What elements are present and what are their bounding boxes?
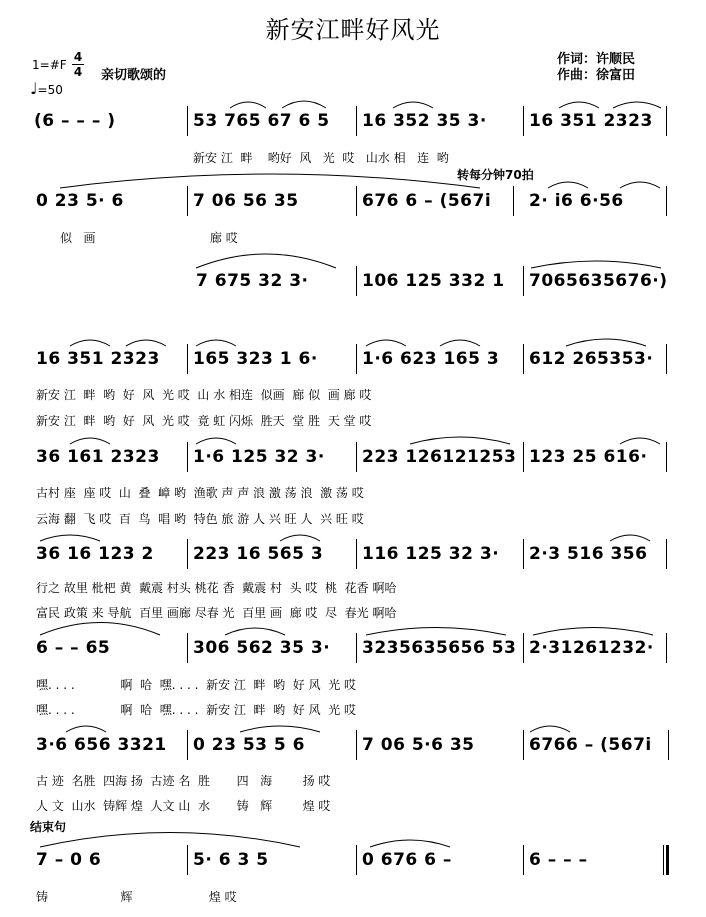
measure: 123 25 616· (529, 447, 648, 467)
meter-bottom: 4 (73, 65, 83, 79)
tempo-value: =50 (37, 83, 63, 97)
measure: 53 765 67 6 5 (193, 111, 330, 131)
measure: 1·6 125 32 3· (193, 447, 325, 467)
measure: 7 675 32 3· (196, 271, 309, 291)
slur (196, 254, 336, 268)
key-signature: 1=#F (32, 58, 67, 72)
measure: 0 23 53 5 6 (193, 735, 305, 755)
slur (410, 437, 510, 444)
slur (620, 438, 660, 444)
measure: 7 06 5·6 35 (362, 735, 475, 755)
measure: 0 676 6 – (362, 850, 452, 870)
measure: 165 323 1 6· (193, 349, 318, 369)
measure: 7065635676·) (529, 271, 668, 291)
measure: 1·6 623 165 3 (362, 349, 500, 369)
slur (60, 174, 480, 188)
slur (366, 628, 506, 636)
slur (70, 340, 110, 346)
slur (530, 726, 570, 732)
measure: 223 16 565 3 (193, 544, 324, 564)
measure: 306 562 35 3· (193, 638, 331, 658)
measure: 3·6 656 3321 (36, 735, 167, 755)
slur (531, 261, 661, 268)
slur (240, 726, 320, 732)
slur (440, 340, 480, 346)
slur (196, 340, 236, 346)
measure: (6 – – – ) (34, 111, 116, 131)
slur (196, 438, 236, 444)
slur (610, 535, 650, 541)
lyric-line: 嘿. . . . 啊 哈 嘿. . . . 新安 江 畔 哟 好 风 光 哎 (36, 703, 357, 717)
slur (566, 339, 646, 346)
measure: 676 6 – (567i (362, 191, 492, 211)
slur (613, 102, 661, 108)
slur (533, 628, 653, 636)
slur (282, 101, 326, 108)
measure: 223 126121253 (362, 447, 517, 467)
page-title: 新安江畔好风光 (265, 16, 441, 44)
measure: 7 – 0 6 (36, 850, 102, 870)
lyric-line: 富民 政策 来 导航 百里 画廊 尽春 光 百里 画 廊 哎 尽 春光 啊哈 (36, 606, 397, 620)
tempo-change: 转每分钟70拍 (457, 168, 534, 182)
measure: 106 125 332 1 (362, 271, 505, 291)
measure: 16 351 2323 (529, 111, 653, 131)
lyric-line: 古村 座 座 哎 山 叠 嶂 哟 渔歌 声 声 浪 激 荡 浪 激 荡 哎 (36, 486, 364, 500)
measure: 5· 6 3 5 (193, 850, 269, 870)
slur (70, 438, 110, 444)
measure: 6 – – 65 (36, 638, 111, 658)
measure: 612 265353· (529, 349, 654, 369)
expression-marking: 亲切歌颂的 (101, 68, 167, 83)
slur (40, 833, 300, 848)
slur (620, 182, 660, 188)
slur (66, 726, 106, 732)
quarter-note-icon: ♩ (30, 79, 38, 98)
slur (548, 182, 588, 188)
measure: 6 – – – (529, 850, 588, 870)
measure: 7 06 56 35 (193, 191, 299, 211)
measure: 2·3 516 356 (529, 544, 648, 564)
slur (559, 102, 599, 108)
composer-credit: 作曲：徐富田 (557, 68, 636, 83)
slur (393, 102, 433, 108)
lyric-line: 新安 江 畔 哟好 风 光 哎 山水 相 连 哟 (193, 151, 449, 165)
slur (225, 628, 285, 635)
coda-label: 结束句 (30, 820, 67, 834)
lyric-line: 新安 江 畔 哟 好 风 光 哎 竟 虹 闪烁 胜天 堂 胜 天 堂 哎 (36, 414, 372, 428)
measure: 0 23 5· 6 (36, 191, 124, 211)
slur (280, 535, 320, 541)
measure: 2·31261232· (529, 638, 654, 658)
lyric-line: 古 迹 名胜 四海 扬 古迹 名 胜 四 海 扬 哎 (36, 774, 331, 788)
measure: 116 125 32 3· (362, 544, 500, 564)
lyric-line: 新安 江 畔 哟 好 风 光 哎 山 水 相连 似画 廊 似 画 廊 哎 (36, 388, 372, 402)
slur (40, 623, 160, 636)
meter-top: 4 (73, 50, 83, 64)
lyric-line: 行之 故里 枇杷 黄 戴震 村头 桃花 香 戴震 村 头 哎 桃 花香 啊哈 (36, 581, 397, 595)
slur (230, 102, 266, 108)
slur (126, 340, 166, 346)
measure: 36 16 123 2 (36, 544, 154, 564)
measure: 2· i6 6·56 (529, 191, 624, 211)
lyric-line: 似 画 廊 哎 (60, 231, 238, 245)
slur (366, 340, 406, 346)
measure: 6766 – (567i (529, 735, 652, 755)
measure: 3235635656 53 (362, 638, 517, 658)
lyric-line: 嘿. . . . 啊 哈 嘿. . . . 新安 江 畔 哟 好 风 光 哎 (36, 678, 357, 692)
lyric-line: 人 文 山水 铸辉 煌 人文 山 水 铸 辉 煌 哎 (36, 799, 331, 813)
measure: 16 352 35 3· (362, 111, 487, 131)
lyric-line: 云海 翻 飞 哎 百 鸟 唱 哟 特色 旅 游 人 兴 旺 人 兴 旺 哎 (36, 512, 364, 526)
slur (40, 535, 100, 541)
measure: 36 161 2323 (36, 447, 160, 467)
lyric-line: 铸 辉 煌 哎 (36, 890, 237, 904)
lyricist-credit: 作词：许顺民 (557, 52, 636, 67)
slur (370, 840, 450, 847)
measure: 16 351 2323 (36, 349, 160, 369)
